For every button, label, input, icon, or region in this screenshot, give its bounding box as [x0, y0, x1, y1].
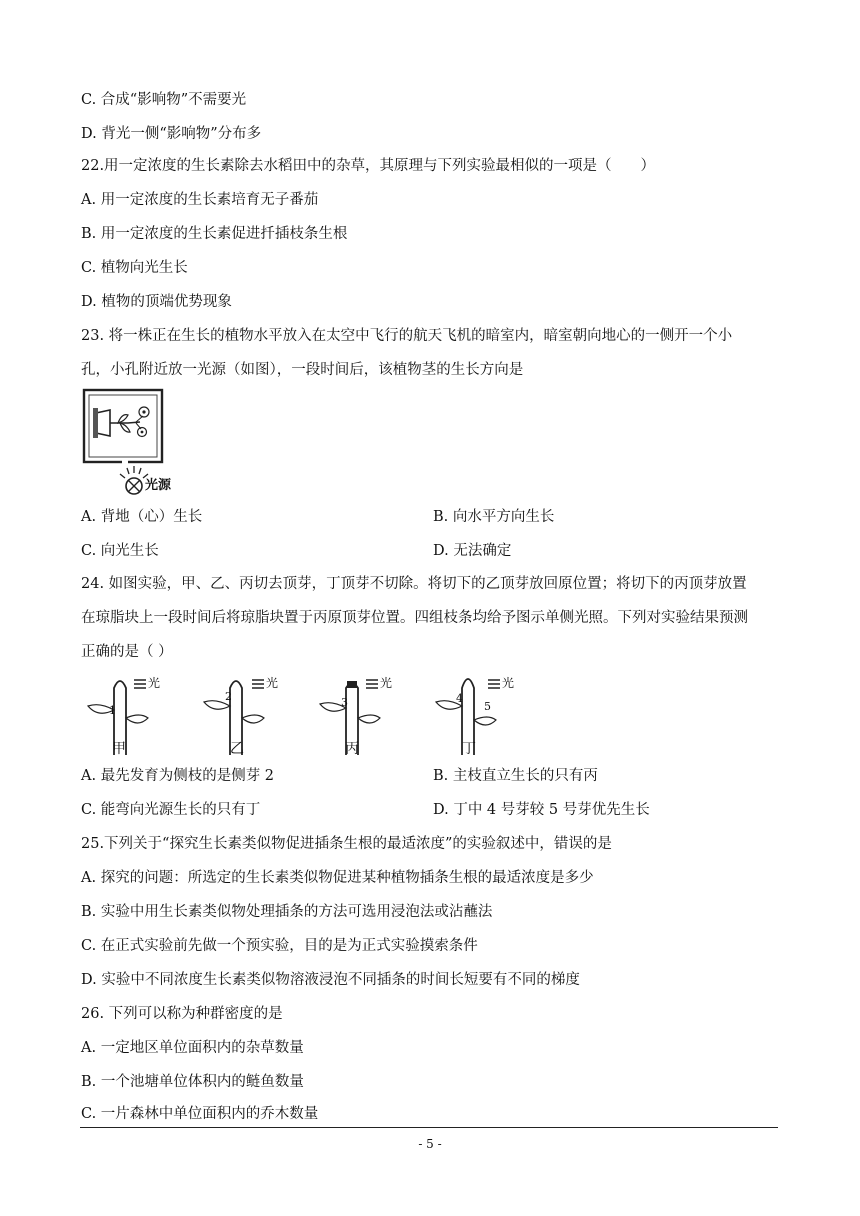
q24-yi-label: 乙: [230, 741, 244, 757]
q25-option-c: C. 在正式实验前先做一个预实验，目的是为正式实验摸索条件: [81, 938, 478, 954]
question-22-stem: 22.用一定浓度的生长素除去水稻田中的杂草，其原理与下列实验最相似的一项是（ ）: [81, 158, 656, 174]
question-26-stem: 26. 下列可以称为种群密度的是: [81, 1006, 283, 1022]
question-25-stem: 25.下列关于“探究生长素类似物促进插条生根的最适浓度”的实验叙述中，错误的是: [81, 836, 612, 852]
q24-yi-light-label: 光: [266, 676, 279, 690]
q24-bing-light-label: 光: [380, 676, 393, 690]
q22-option-a: A. 用一定浓度的生长素培育无子番茄: [81, 192, 319, 208]
q24-jia-label: 甲: [112, 741, 126, 757]
q24-bing-bud-label: 3: [341, 696, 348, 709]
q24-ding-light-label: 光: [502, 676, 515, 690]
q24-option-a: A. 最先发育为侧枝的是侧芽 2: [81, 768, 275, 784]
q23-option-d: D. 无法确定: [433, 543, 512, 559]
q24-option-b: B. 主枝直立生长的只有丙: [433, 768, 598, 784]
q24-ding-bud-label-5: 5: [484, 700, 491, 713]
q24-figure-yi: [200, 670, 300, 760]
q24-option-d: D. 丁中 4 号芽较 5 号芽优先生长: [433, 802, 650, 818]
q24-option-c: C. 能弯向光源生长的只有丁: [81, 802, 261, 818]
q22-option-d: D. 植物的顶端优势现象: [81, 294, 232, 310]
q25-option-a: A. 探究的问题：所选定的生长素类似物促进某种植物插条生根的最适浓度是多少: [81, 870, 594, 886]
question-24-stem-line1: 24. 如图实验，甲、乙、丙切去顶芽，丁顶芽不切除。将切下的乙顶芽放回原位置；将切下的丙顶芽放置: [81, 576, 747, 592]
option-prev-d: D. 背光一侧“影响物”分布多: [81, 126, 262, 142]
q25-option-b: B. 实验中用生长素类似物处理插条的方法可选用浸泡法或沾蘸法: [81, 904, 493, 920]
q24-figure-jia: [84, 670, 184, 760]
q26-option-a: A. 一定地区单位面积内的杂草数量: [81, 1040, 304, 1056]
q23-light-source-label: 光源: [145, 478, 172, 493]
q25-option-d: D. 实验中不同浓度生长素类似物溶液浸泡不同插条的时间长短要有不同的梯度: [81, 972, 580, 988]
q24-jia-light-label: 光: [148, 676, 161, 690]
option-prev-c: C. 合成“影响物”不需要光: [81, 92, 247, 108]
question-24-stem-line3: 正确的是（ ）: [81, 644, 173, 660]
q23-option-c: C. 向光生长: [81, 543, 159, 559]
q23-figure-dark-room: [82, 388, 202, 500]
q22-option-b: B. 用一定浓度的生长素促进扦插枝条生根: [81, 226, 348, 242]
page-number: - 5 -: [418, 1137, 442, 1151]
footer-divider: [80, 1127, 778, 1128]
question-24-stem-line2: 在琼脂块上一段时间后将琼脂块置于丙原顶芽位置。四组枝条均给予图示单侧光照。下列对实验结果预测: [81, 610, 748, 626]
q26-option-b: B. 一个池塘单位体积内的鲢鱼数量: [81, 1074, 304, 1090]
q24-ding-label: 丁: [462, 741, 476, 757]
q24-figure-ding: [432, 670, 532, 760]
q23-option-b: B. 向水平方向生长: [433, 509, 555, 525]
q24-yi-bud-label: 2: [225, 690, 232, 703]
question-23-stem-line2: 孔，小孔附近放一光源（如图），一段时间后，该植物茎的生长方向是: [81, 362, 524, 378]
q22-option-c: C. 植物向光生长: [81, 260, 188, 276]
question-23-stem-line1: 23. 将一株正在生长的植物水平放入在太空中飞行的航天飞机的暗室内，暗室朝向地心的一侧开一个小: [81, 328, 733, 344]
q24-figure-bing: [316, 670, 416, 760]
q24-jia-bud-label: 1: [109, 704, 116, 717]
q24-ding-bud-label-4: 4: [456, 692, 463, 705]
q23-option-a: A. 背地（心）生长: [81, 509, 203, 525]
q26-option-c: C. 一片森林中单位面积内的乔木数量: [81, 1106, 319, 1122]
q24-bing-label: 丙: [345, 741, 359, 757]
